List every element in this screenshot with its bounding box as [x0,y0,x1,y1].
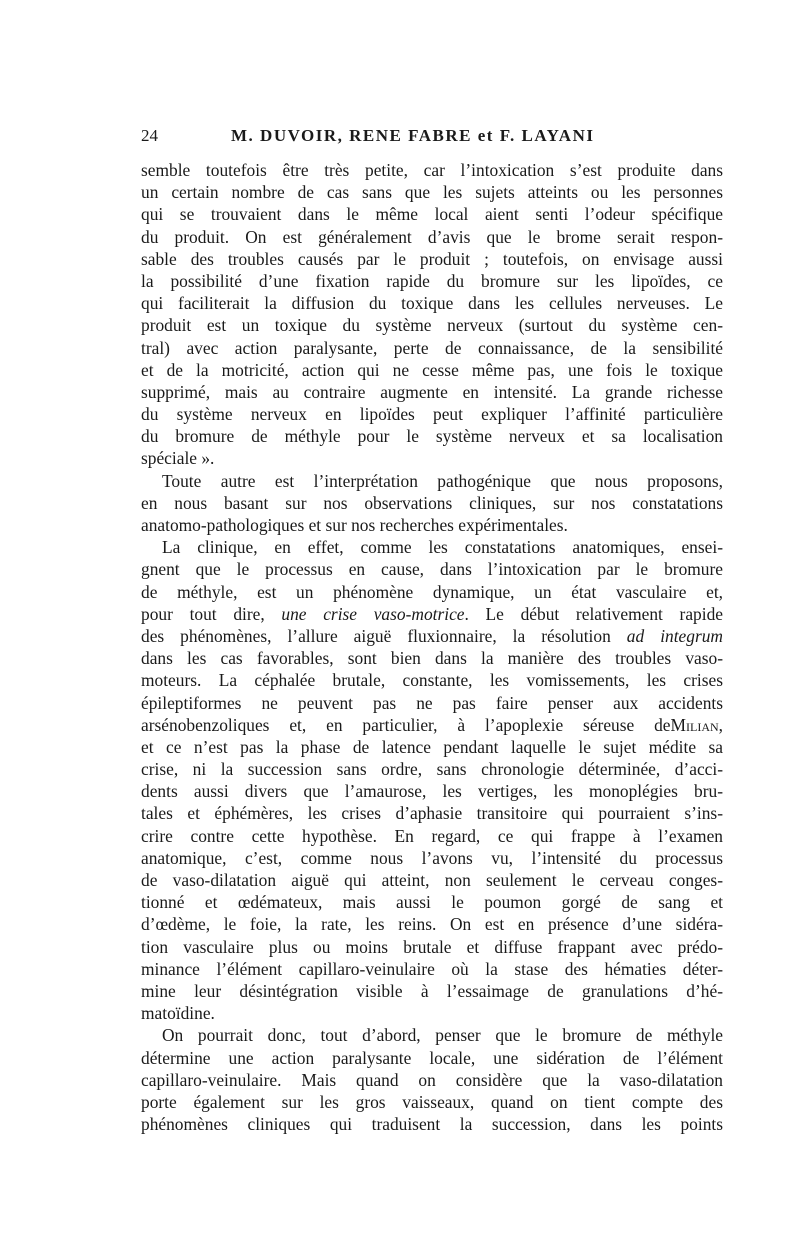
text-line: du bromure de méthyle pour le système nerveux et sa localisation [141,426,723,447]
text-line: et ce n’est pas la phase de latence pendant laquelle le sujet médite sa [141,736,723,757]
italic-phrase: ad integrum [626,625,723,646]
text-line: qui se trouvaient dans le même local aient senti l’odeur spécifique [141,204,723,225]
body-text [141,159,723,1135]
text-line: crire contre cette hypothèse. En regard, ce qui frappe à l’examen [141,825,723,846]
text-line: du produit. On est généralement d’avis que le brome serait respon- [141,226,723,247]
text-line: anatomique, c’est, comme nous l’avons vu, l’intensité du processus [141,847,723,868]
text-line [141,714,723,736]
author-name: Milian, [670,714,723,735]
text-line: épileptiformes ne peuvent pas ne pas faire penser aux accidents [141,692,723,713]
text-segment: . Le début relativement rapide [464,603,723,624]
text-segment: pour tout dire, [141,603,282,624]
text-line: et de la motricité, action qui ne cesse même pas, une fois le toxique [141,359,723,380]
text-line: crise, ni la succession sans ordre, sans chronologie déterminée, d’acci- [141,759,723,780]
text-line: matoïdine. [141,1003,215,1024]
text-segment: des phénomènes, l’allure aiguë fluxionnaire, la résolution [141,625,627,646]
text-line: un certain nombre de cas sans que les sujets atteints ou les personnes [141,182,723,203]
italic-phrase: une crise vaso-motrice [281,603,465,624]
text-line: phénomènes cliniques qui traduisent la succession, dans les points [141,1114,723,1135]
text-line: anatomo-pathologiques et sur nos recherches expérimentales. [141,515,568,535]
text-line: la possibilité d’une fixation rapide du bromure sur les lipoïdes, ce [141,270,723,291]
text-line: minance l’élément capillaro-veinulaire où la stase des hématies déter- [141,958,723,979]
text-line: gnent que le processus en cause, dans l’intoxication par le bromure [141,559,723,580]
text-line: produit est un toxique du système nerveux (surtout du système cen- [141,315,723,336]
text-line: tionné et œdémateux, mais aussi le poumon gorgé de sang et [141,892,723,913]
text-line: semble toutefois être très petite, car l’intoxication s’est produite dans [141,160,723,180]
text-line: spéciale ». [141,448,215,469]
text-line: en nous basant sur nos observations cliniques, sur nos constatations [141,492,723,513]
running-head: M. DUVOIR, RENE FABRE et F. LAYANI [231,126,595,145]
text-line: moteurs. La céphalée brutale, constante, les vomissements, les crises [141,670,723,691]
page-number: 24 [141,126,158,145]
text-line [141,603,723,625]
text-line: tales et éphémères, les crises d’aphasie transitoire qui pourraient s’ins- [141,803,723,824]
text-line: mine leur désintégration visible à l’essaimage de granulations d’hé- [141,980,723,1001]
text-segment: arsénobenzoliques et, en particulier, à l’apoplexie séreuse de [141,714,671,735]
text-line: d’œdème, le foie, la rate, les reins. On est en présence d’une sidéra- [141,914,723,935]
text-line: porte également sur les gros vaisseaux, quand on tient compte des [141,1091,723,1112]
text-line: La clinique, en effet, comme les constatations anatomiques, ensei- [162,537,723,558]
text-line: sable des troubles causés par le produit ; toutefois, on envisage aussi [141,248,723,269]
text-line: dents aussi divers que l’amaurose, les vertiges, les monoplégies bru- [141,781,723,802]
text-line: capillaro-veinulaire. Mais quand on considère que la vaso-dilatation [141,1069,723,1090]
text-line: supprimé, mais au contraire augmente en intensité. La grande richesse [141,381,723,402]
text-line [141,625,723,647]
page-header [141,125,723,149]
text-line: de vaso-dilatation aiguë qui atteint, non seulement le cerveau conges- [141,870,723,890]
text-line: du système nerveux en lipoïdes peut expliquer l’affinité particulière [141,404,723,425]
text-line: dans les cas favorables, sont bien dans la manière des troubles vaso- [141,648,723,669]
text-line: On pourrait donc, tout d’abord, penser que le bromure de méthyle [162,1025,723,1046]
text-line: qui faciliterait la diffusion du toxique dans les cellules nerveuses. Le [141,293,723,314]
text-line: de méthyle, est un phénomène dynamique, un état vasculaire et, [141,581,723,602]
text-line: Toute autre est l’interprétation pathogénique que nous proposons, [162,470,723,491]
text-line: tion vasculaire plus ou moins brutale et diffuse frappant avec prédo- [141,936,723,957]
text-line: tral) avec action paralysante, perte de connaissance, de la sensibilité [141,337,723,358]
text-line: détermine une action paralysante locale, une sidération de l’élément [141,1047,723,1068]
